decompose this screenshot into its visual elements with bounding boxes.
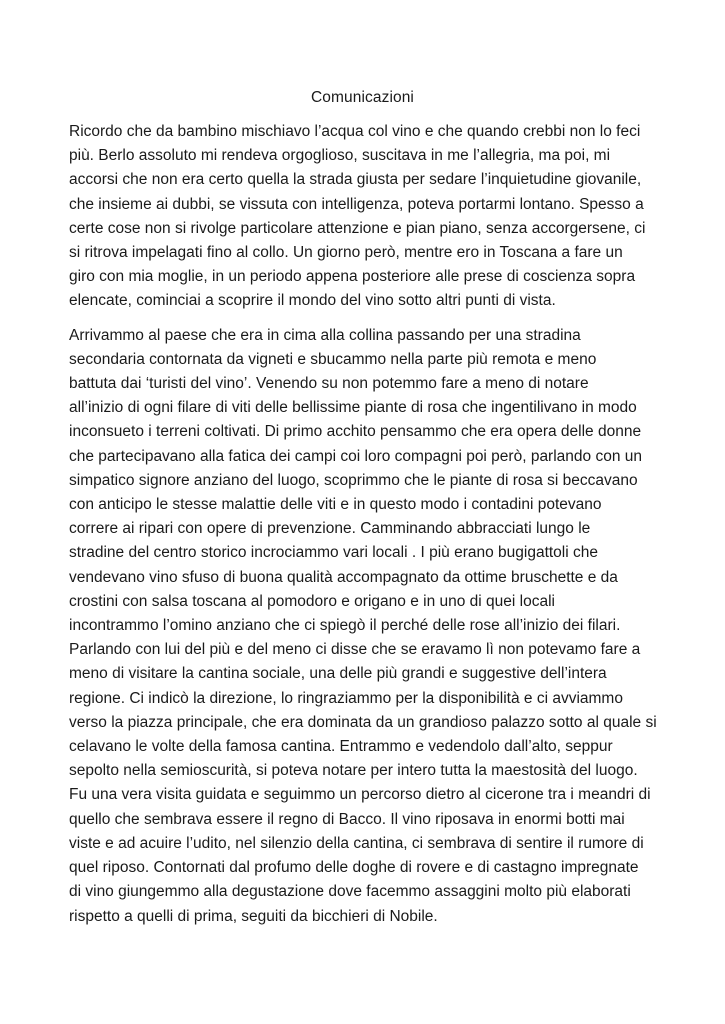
- text-line: quello che sembrava essere il regno di Bacco. Il vino riposava in enormi botti mai: [69, 810, 625, 828]
- text-line: si ritrova impelagati fino al collo. Un giorno però, mentre ero in Toscana a fare un: [69, 244, 623, 262]
- document-title: Comunicazioni: [311, 89, 414, 106]
- text-line: Ricordo che da bambino mischiavo l’acqua col vino e che quando crebbi non lo feci: [69, 123, 641, 140]
- text-line: rispetto a quelli di prima, seguiti da bicchieri di Nobile.: [69, 907, 438, 925]
- text-line: con anticipo le stesse malattie delle viti e in questo modo i contadini potevano: [69, 496, 602, 514]
- text-line: regione. Ci indicò la direzione, lo ringraziammo per la disponibilità e ci avviammo: [69, 689, 623, 707]
- text-line: celavano le volte della famosa cantina. Entrammo e vedendolo dall’alto, seppur: [69, 738, 613, 756]
- text-line: più. Berlo assoluto mi rendeva orgoglioso, suscitava in me l’allegria, ma poi, mi: [69, 147, 611, 165]
- text-line: Fu una vera visita guidata e seguimmo un percorso dietro al cicerone tra i meandri di: [69, 786, 651, 804]
- paragraph-2: [69, 324, 669, 929]
- text-line: incontrammo l’omino anziano che ci spiegò il perché delle rose all’inizio dei filari.: [69, 617, 621, 635]
- text-line: verso la piazza principale, che era dominata da un grandioso palazzo sotto al quale si: [69, 713, 657, 731]
- text-line: viste e ad acuire l’udito, nel silenzio della cantina, ci sembrava di sentire il rumore di: [69, 834, 644, 852]
- text-line: meno di visitare la cantina sociale, una delle più grandi e suggestive dell’intera: [69, 665, 607, 683]
- text-line: vendevano vino sfuso di buona qualità accompagnato da ottime bruschette e da: [69, 568, 618, 586]
- text-line: giro con mia moglie, in un periodo appena posteriore alle prese di coscienza sopra: [69, 268, 636, 286]
- text-line: crostini con salsa toscana al pomodoro e origano e in uno di quei locali: [69, 592, 555, 610]
- paragraph-1: [69, 120, 669, 314]
- text-line: simpatico signore anziano del luogo, scoprimmo che le piante di rosa si beccavano: [69, 471, 638, 489]
- text-line: quel riposo. Contornati dal profumo delle doghe di rovere e di castagno impregnate: [69, 859, 639, 877]
- text-line: Arrivammo al paese che era in cima alla collina passando per una stradina: [69, 326, 581, 344]
- text-line: correre ai ripari con opere di prevenzione. Camminando abbracciati lungo le: [69, 520, 591, 538]
- text-line: che insieme ai dubbi, se vissuta con intelligenza, poteva portarmi lontano. Spesso a: [69, 195, 644, 213]
- text-line: accorsi che non era certo quella la strada giusta per sedare l’inquietudine giovanile,: [69, 171, 642, 189]
- text-line: battuta dai ‘turisti del vino’. Venendo su non potemmo fare a meno di notare: [69, 375, 589, 393]
- text-line: certe cose non si rivolge particolare attenzione e pian piano, senza accorgersene, ci: [69, 219, 646, 237]
- text-line: Parlando con lui del più e del meno ci disse che se eravamo lì non potevamo fare a: [69, 641, 641, 659]
- text-line: di vino giungemmo alla degustazione dove facemmo assaggini molto più elaborati: [69, 883, 631, 901]
- text-line: elencate, cominciai a scoprire il mondo del vino sotto altri punti di vista.: [69, 292, 556, 310]
- text-line: all’inizio di ogni filare di viti delle bellissime piante di rosa che ingentilivano in modo: [69, 399, 637, 417]
- document-body: [69, 120, 669, 929]
- text-line: stradine del centro storico incrociammo vari locali . I più erano bugigattoli che: [69, 544, 598, 562]
- text-line: che partecipavano alla fatica dei campi coi loro compagni poi però, parlando con un: [69, 447, 642, 465]
- text-line: sepolto nella semioscurità, si poteva notare per intero tutta la maestosità del luogo.: [69, 762, 638, 780]
- text-line: inconsueto i terreni coltivati. Di primo acchito pensammo che era opera delle donne: [69, 423, 642, 441]
- text-line: secondaria contornata da vigneti e sbucammo nella parte più remota e meno: [69, 350, 597, 368]
